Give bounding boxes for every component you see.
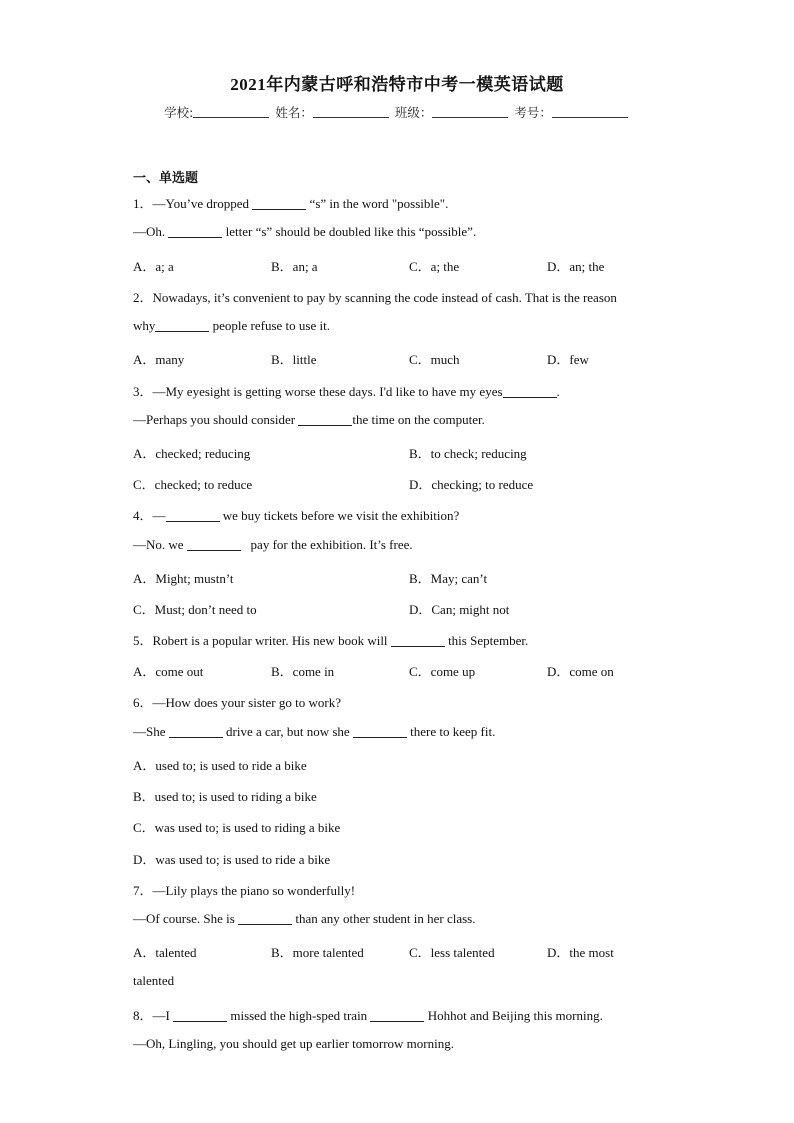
q5-option-c[interactable]: C．come up xyxy=(409,664,476,679)
q7-option-d[interactable]: D．the most xyxy=(547,945,614,960)
q4-option-c[interactable]: C．Must; don’t need to xyxy=(133,602,257,617)
q1-option-b[interactable]: B．an; a xyxy=(271,259,318,274)
school-field[interactable] xyxy=(193,105,269,118)
q7-option-c[interactable]: C．less talented xyxy=(409,945,495,960)
q4-option-d[interactable]: D．Can; might not xyxy=(409,602,510,617)
q2-option-c[interactable]: C．much xyxy=(409,352,460,367)
question-3-line-1: 3．—My eyesight is getting worse these days. I'd like to have my eyes . xyxy=(133,384,560,399)
answer-blank xyxy=(173,1009,227,1022)
answer-blank xyxy=(252,197,306,210)
answer-blank xyxy=(391,634,445,647)
question-5-line-1: 5．Robert is a popular writer. His new book will this September. xyxy=(133,633,529,648)
question-4-line-1: 4．— we buy tickets before we visit the exhibition? xyxy=(133,508,460,523)
answer-blank xyxy=(168,225,222,238)
q2-option-d[interactable]: D．few xyxy=(547,352,589,367)
q1-option-a[interactable]: A．a; a xyxy=(133,259,174,274)
question-6-line-2: —She drive a car, but now she there to keep fit. xyxy=(133,724,496,739)
class-label: 班级： xyxy=(394,105,433,120)
q3-option-c[interactable]: C．checked; to reduce xyxy=(133,477,253,492)
question-7-line-2: —Of course. She is than any other student in her class. xyxy=(133,911,476,926)
q5-option-b[interactable]: B．come in xyxy=(271,664,335,679)
class-field[interactable] xyxy=(432,105,508,118)
name-field[interactable] xyxy=(313,105,389,118)
question-8-line-2: —Oh, Lingling, you should get up earlier tomorrow morning. xyxy=(133,1036,454,1051)
q2-option-b[interactable]: B．little xyxy=(271,352,317,367)
answer-blank xyxy=(370,1009,424,1022)
q4-option-a[interactable]: A．Might; mustn’t xyxy=(133,571,234,586)
school-label: 学校: xyxy=(164,105,194,120)
q5-option-a[interactable]: A．come out xyxy=(133,664,204,679)
q6-option-c[interactable]: C．was used to; is used to riding a bike xyxy=(133,820,341,835)
section-heading: 一、单选题 xyxy=(133,171,199,186)
q5-option-d[interactable]: D．come on xyxy=(547,664,614,679)
question-2-line-1: 2．Nowadays, it’s convenient to pay by scanning the code instead of cash. That is the reason xyxy=(133,290,617,305)
answer-blank xyxy=(155,319,209,332)
q1-option-c[interactable]: C．a; the xyxy=(409,259,460,274)
q7-option-a[interactable]: A．talented xyxy=(133,945,197,960)
answer-blank xyxy=(298,413,352,426)
q2-option-a[interactable]: A．many xyxy=(133,352,185,367)
q3-option-b[interactable]: B．to check; reducing xyxy=(409,446,527,461)
q6-option-d[interactable]: D．was used to; is used to ride a bike xyxy=(133,852,331,867)
answer-blank xyxy=(238,912,292,925)
question-6-line-1: 6．—How does your sister go to work? xyxy=(133,695,341,710)
answer-blank xyxy=(187,538,241,551)
answer-blank xyxy=(169,725,223,738)
q3-option-a[interactable]: A．checked; reducing xyxy=(133,446,251,461)
question-1-line-1: 1．—You’ve dropped “s” in the word "possible". xyxy=(133,196,449,211)
q7-option-d-continued: talented xyxy=(133,973,175,988)
question-2-line-2: why people refuse to use it. xyxy=(133,318,330,333)
q4-option-b[interactable]: B．May; can’t xyxy=(409,571,488,586)
student-info-line xyxy=(0,103,794,121)
q7-option-b[interactable]: B．more talented xyxy=(271,945,364,960)
answer-blank xyxy=(503,385,557,398)
question-3-line-2: —Perhaps you should consider the time on the computer. xyxy=(133,412,485,427)
question-4-line-2: —No. we pay for the exhibition. It’s free. xyxy=(133,537,413,552)
answer-blank xyxy=(353,725,407,738)
q3-option-d[interactable]: D．checking; to reduce xyxy=(409,477,534,492)
q6-option-a[interactable]: A．used to; is used to ride a bike xyxy=(133,758,307,773)
name-label: 姓名： xyxy=(275,105,313,120)
exam-number-label: 考号： xyxy=(514,105,552,120)
q6-option-b[interactable]: B．used to; is used to riding a bike xyxy=(133,789,317,804)
answer-blank xyxy=(166,509,220,522)
exam-number-field[interactable] xyxy=(552,105,628,118)
question-8-line-1: 8．—I missed the high-sped train Hohhot and Beijing this morning. xyxy=(133,1008,603,1023)
question-7-line-1: 7．—Lily plays the piano so wonderfully! xyxy=(133,883,356,898)
q1-option-d[interactable]: D．an; the xyxy=(547,259,605,274)
exam-title: 2021年内蒙古呼和浩特市中考一模英语试题 xyxy=(230,75,564,94)
question-1-line-2: —Oh. letter “s” should be doubled like this “possible”. xyxy=(133,224,477,239)
